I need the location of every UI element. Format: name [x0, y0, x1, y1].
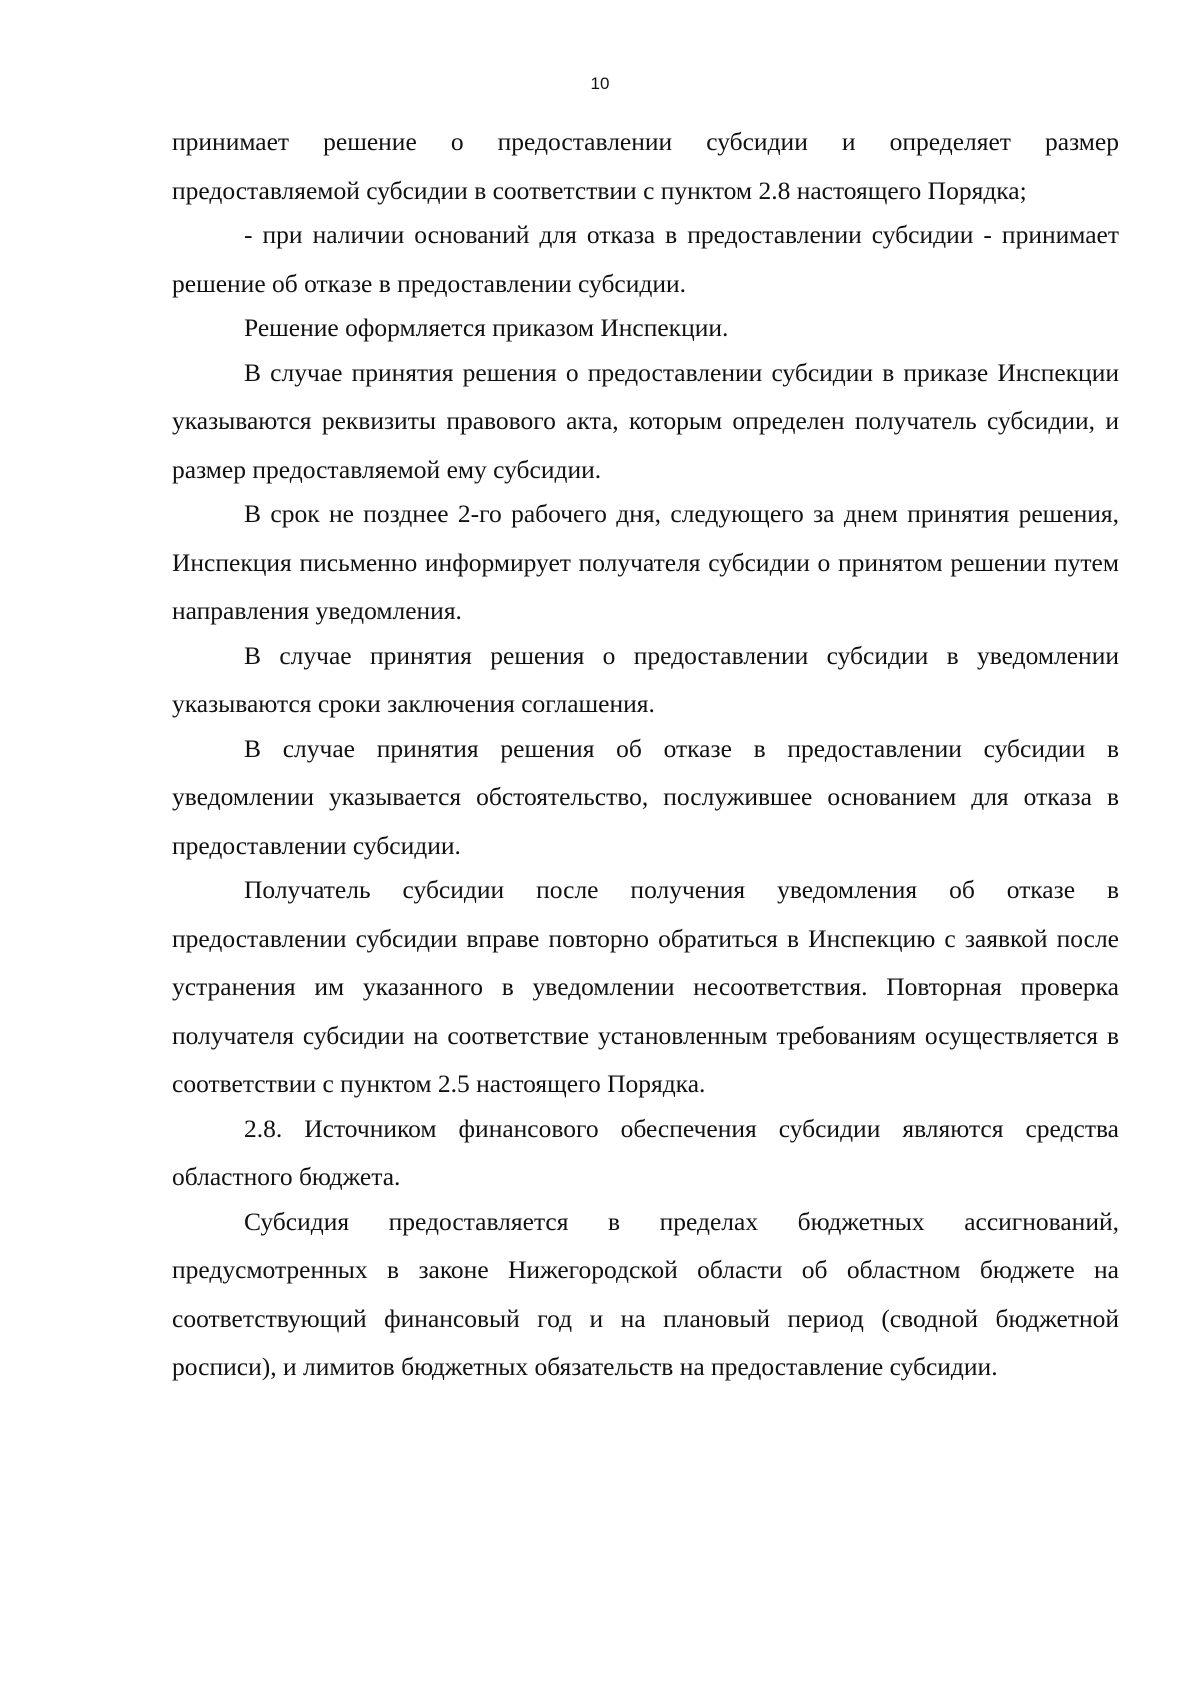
paragraph-8: Получатель субсидии после получения уведомления об отказе в предоставлении субсидии вправе повторно обратиться в Инспекцию с заявкой после устранения им указанного в уведомлении несоответствия. Повторная проверка получателя субсидии на соответствие установленным требованиям осуществляется в соответствии с пунктом 2.5 настоящего Порядка. [172, 875, 1119, 1098]
document-body [172, 118, 1119, 1392]
paragraph-9: 2.8. Источником финансового обеспечения субсидии являются средства областного бюджета. [172, 1113, 1119, 1191]
paragraph-10: Субсидия предоставляется в пределах бюджетных ассигнований, предусмотренных в законе Нижегородской области об областном бюджете на соответствующий финансовый год и на плановый период (сводной бюджетной росписи), и лимитов бюджетных обязательств на предоставление субсидии. [172, 1206, 1119, 1381]
paragraph-5: В срок не позднее 2-го рабочего дня, следующего за днем принятия решения, Инспекция письменно информирует получателя субсидии о принятом решении путем направления уведомления. [172, 499, 1119, 625]
paragraph-2: - при наличии оснований для отказа в предоставлении субсидии - принимает решение об отказе в предоставлении субсидии. [172, 220, 1119, 298]
page-number: 10 [590, 74, 610, 93]
paragraph-4: В случае принятия решения о предоставлении субсидии в приказе Инспекции указываются реквизиты правового акта, которым определен получатель субсидии, и размер предоставляемой ему субсидии. [172, 357, 1119, 484]
paragraph-6: В случае принятия решения о предоставлении субсидии в уведомлении указываются сроки заключения соглашения. [172, 640, 1119, 718]
paragraph-1: принимает решение о предоставлении субсидии и определяет размер предоставляемой субсидии в соответствии с пунктом 2.8 настоящего Порядка; [172, 127, 1119, 205]
paragraph-3: Решение оформляется приказом Инспекции. [244, 313, 729, 342]
paragraph-7: В случае принятия решения об отказе в предоставлении субсидии в уведомлении указывается обстоятельство, послужившее основанием для отказа в предоставлении субсидии. [172, 733, 1119, 860]
